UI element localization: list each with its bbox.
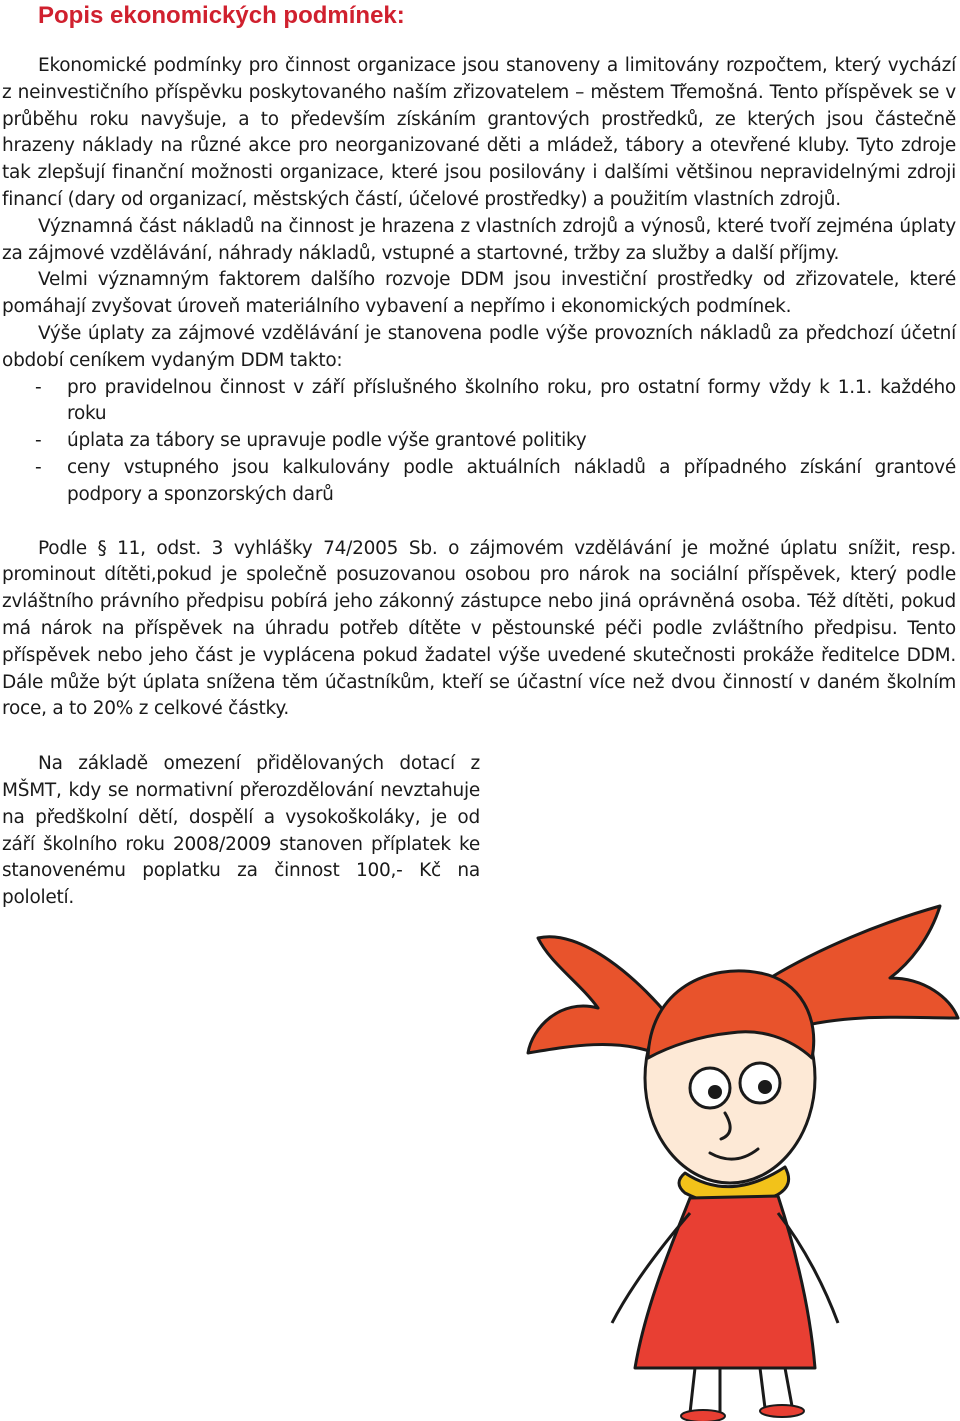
shoe-left-icon xyxy=(681,1410,725,1421)
paragraph-investment: Velmi významným faktorem dalšího rozvoje DDM jsou investiční prostředky od zřizovatele, které pomáhají zvyšovat úroveň materiálního vybavení a nepřímo i ekonomických podmínek. xyxy=(2,269,956,318)
pupil-left-icon xyxy=(708,1085,722,1099)
dash-marker: - xyxy=(35,430,42,452)
leg-right-icon xyxy=(760,1368,792,1408)
paragraph-surcharge-note: Na základě omezení přidělovaných dotací z MŠMT, kdy se normativní přerozdělování nevztahuje na předškolní dětí, dospělí a vysokoškoláky, je od září školního roku 2008/2009 stanoven příplatek ke stanovenému poplatku za činnost 100,- Kč na pololetí. xyxy=(2,753,480,909)
dash-marker: - xyxy=(35,376,42,398)
pupil-right-icon xyxy=(758,1080,772,1094)
paragraph-economic-conditions: Ekonomické podmínky pro činnost organizace jsou stanoveny a limitovány rozpočtem, který vychází z neinvestičního příspěvku poskytovaného naším zřizovatelem – městem Třemošná. Tento příspěvek se v průběhu roku navyšuje, a to především získáním grantových prostředků, ze kterých jsou částečně hrazeny náklady na různé akce pro neorganizované děti a mládež, tábory a otevřené kluby. Tyto zdroje tak zlepšují finanční možnosti organizace, které jsou posilovány i dalšími většinou nepravidelnými zdroji financí (dary od organizací, městských částí, účelové prostředky) a použitím vlastních zdrojů. xyxy=(2,55,956,210)
document-body xyxy=(2,53,956,912)
leg-left-icon xyxy=(690,1368,720,1413)
list-item-text: úplata za tábory se upravuje podle výše grantové politiky xyxy=(67,430,587,452)
spacer xyxy=(2,723,956,751)
spacer xyxy=(2,509,956,536)
shoe-right-icon xyxy=(760,1405,804,1417)
paragraph-own-resources: Významná část nákladů na činnost je hrazena z vlastních zdrojů a výnosů, které tvoří zejména úplaty za zájmové vzdělávání, náhrady nákladů, vstupné a startovné, tržby za služby a další příjmy. xyxy=(2,215,956,264)
dress-icon xyxy=(635,1196,815,1368)
list-item xyxy=(2,455,956,509)
cartoon-girl-illustration xyxy=(520,868,960,1421)
paragraph-legal-reduction: Podle § 11, odst. 3 vyhlášky 74/2005 Sb. o zájmovém vzdělávání je možné úplatu snížit, resp. prominout dítěti,pokud je společně posuzovanou osobou pro nárok na sociální příspěvek, který podle zvláštního právního předpisu pobírá jeho zákonný zástupce nebo jiná oprávněná osoba. Též dítěti, pokud má nárok na příspěvek na úhradu potřeb dítěte v pěstounské péči podle zvláštního předpisu. Tento příspěvek nebo jeho část je vyplácena pokud žadatel výše uvedené skutečnosti prokáže ředitelce DDM. Dále může být úplata snížena těm účastníkům, kteří se účastní více než dvou činností v daném školním roce, a to 20% z celkové částky. xyxy=(2,537,956,720)
dash-marker: - xyxy=(35,456,42,478)
paragraph-fee-intro: Výše úplaty za zájmové vzdělávání je stanovena podle výše provozních nákladů za předchozí účetní období ceníkem vydaným DDM takto: xyxy=(2,322,956,371)
list-item-text: ceny vstupného jsou kalkulovány podle aktuálních nákladů a případného získání grantové podpory a sponzorských darů xyxy=(67,456,956,505)
page-title: Popis ekonomických podmínek: xyxy=(38,2,405,29)
list-item-text: pro pravidelnou činnost v září příslušného školního roku, pro ostatní formy vždy k 1.1. každého roku xyxy=(67,376,956,425)
fee-list xyxy=(2,375,956,509)
list-item xyxy=(2,375,956,429)
list-item xyxy=(2,428,956,455)
